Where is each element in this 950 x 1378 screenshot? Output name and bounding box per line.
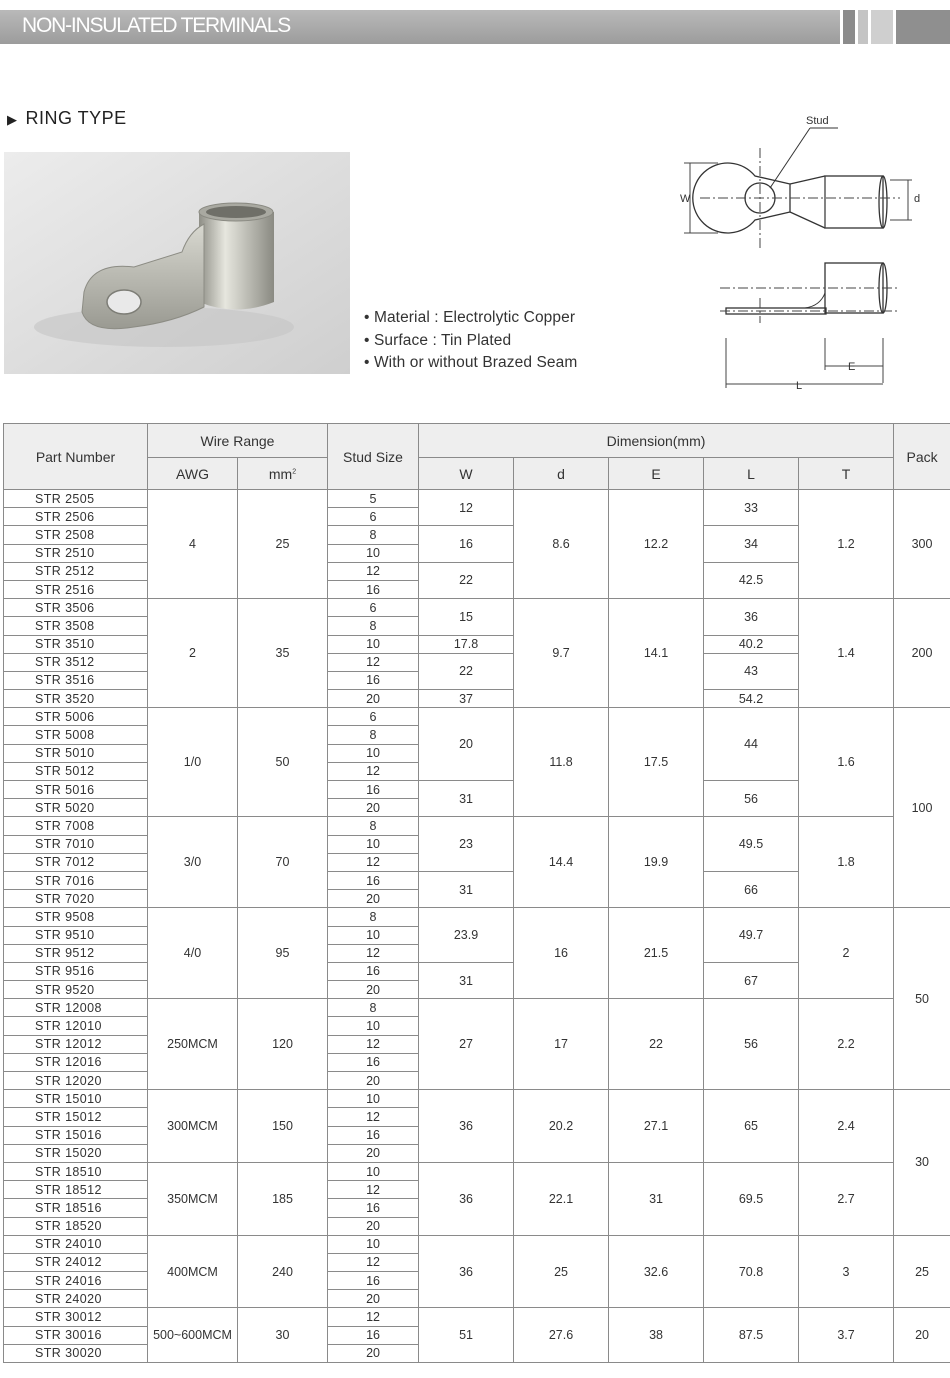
part-number-cell: STR 3510 xyxy=(4,635,148,653)
stud-size-cell: 16 xyxy=(328,671,419,689)
e-cell: 12.2 xyxy=(609,490,704,599)
stud-size-cell: 10 xyxy=(328,926,419,944)
stud-size-cell: 16 xyxy=(328,1326,419,1344)
stud-size-cell: 8 xyxy=(328,999,419,1017)
w-cell: 15 xyxy=(419,599,514,635)
header-block-2 xyxy=(858,10,868,44)
mm2-cell: 120 xyxy=(238,999,328,1090)
spec-table-body xyxy=(4,490,950,1363)
col-dimension: Dimension(mm) xyxy=(419,424,894,458)
stud-size-cell: 12 xyxy=(328,1035,419,1053)
part-number-cell: STR 3508 xyxy=(4,617,148,635)
l-cell: 34 xyxy=(704,526,799,562)
w-cell: 36 xyxy=(419,1235,514,1308)
part-number-cell: STR 9510 xyxy=(4,926,148,944)
part-number-cell: STR 5008 xyxy=(4,726,148,744)
table-row xyxy=(4,1162,950,1180)
w-cell: 36 xyxy=(419,1090,514,1163)
stud-size-cell: 16 xyxy=(328,1053,419,1071)
diagram-w-label: W xyxy=(680,193,691,205)
col-w: W xyxy=(419,458,514,490)
pack-cell: 25 xyxy=(894,1235,950,1308)
stud-size-cell: 16 xyxy=(328,1126,419,1144)
stud-size-cell: 20 xyxy=(328,1217,419,1235)
part-number-cell: STR 7010 xyxy=(4,835,148,853)
stud-size-cell: 12 xyxy=(328,1253,419,1271)
stud-size-cell: 5 xyxy=(328,490,419,508)
l-cell: 49.7 xyxy=(704,908,799,963)
w-cell: 22 xyxy=(419,653,514,689)
part-number-cell: STR 12010 xyxy=(4,1017,148,1035)
part-number-cell: STR 2508 xyxy=(4,526,148,544)
stud-size-cell: 12 xyxy=(328,1181,419,1199)
part-number-cell: STR 24010 xyxy=(4,1235,148,1253)
l-cell: 70.8 xyxy=(704,1235,799,1308)
pack-cell: 30 xyxy=(894,1090,950,1236)
d-cell: 11.8 xyxy=(514,708,609,817)
l-cell: 36 xyxy=(704,599,799,635)
spec-value: Tin Plated xyxy=(441,331,512,349)
t-cell: 1.6 xyxy=(799,708,894,817)
e-cell: 19.9 xyxy=(609,817,704,908)
l-cell: 67 xyxy=(704,962,799,998)
table-row xyxy=(4,999,950,1017)
mm2-cell: 240 xyxy=(238,1235,328,1308)
table-row xyxy=(4,708,950,726)
part-number-cell: STR 9512 xyxy=(4,944,148,962)
page-title: NON-INSULATED TERMINALS xyxy=(22,14,290,37)
l-cell: 49.5 xyxy=(704,817,799,872)
part-number-cell: STR 15010 xyxy=(4,1090,148,1108)
part-number-cell: STR 7008 xyxy=(4,817,148,835)
stud-size-cell: 8 xyxy=(328,908,419,926)
d-cell: 20.2 xyxy=(514,1090,609,1163)
col-pack: Pack xyxy=(894,424,950,490)
stud-size-cell: 12 xyxy=(328,1308,419,1326)
stud-size-cell: 10 xyxy=(328,835,419,853)
stud-size-cell: 10 xyxy=(328,1162,419,1180)
e-cell: 21.5 xyxy=(609,908,704,999)
col-awg: AWG xyxy=(148,458,238,490)
table-row xyxy=(4,599,950,617)
header-bar xyxy=(0,10,840,44)
spec-label: Surface xyxy=(373,331,429,349)
awg-cell: 400MCM xyxy=(148,1235,238,1308)
spec-table xyxy=(3,423,950,1363)
part-number-cell: STR 18516 xyxy=(4,1199,148,1217)
stud-size-cell: 6 xyxy=(328,508,419,526)
stud-size-cell: 16 xyxy=(328,781,419,799)
part-number-cell: STR 2506 xyxy=(4,508,148,526)
awg-cell: 250MCM xyxy=(148,999,238,1090)
part-number-cell: STR 9516 xyxy=(4,962,148,980)
stud-size-cell: 12 xyxy=(328,944,419,962)
d-cell: 14.4 xyxy=(514,817,609,908)
table-row xyxy=(4,1308,950,1326)
part-number-cell: STR 3516 xyxy=(4,671,148,689)
awg-cell: 3/0 xyxy=(148,817,238,908)
w-cell: 17.8 xyxy=(419,635,514,653)
l-cell: 69.5 xyxy=(704,1162,799,1235)
diagram-e-label: E xyxy=(848,361,856,373)
e-cell: 27.1 xyxy=(609,1090,704,1163)
w-cell: 16 xyxy=(419,526,514,562)
w-cell: 23 xyxy=(419,817,514,872)
table-row xyxy=(4,1090,950,1108)
d-cell: 17 xyxy=(514,999,609,1090)
product-photo xyxy=(4,152,350,374)
stud-size-cell: 16 xyxy=(328,871,419,889)
l-cell: 40.2 xyxy=(704,635,799,653)
stud-size-cell: 6 xyxy=(328,599,419,617)
stud-size-cell: 10 xyxy=(328,544,419,562)
stud-size-cell: 20 xyxy=(328,690,419,708)
mm2-cell: 30 xyxy=(238,1308,328,1363)
part-number-cell: STR 7020 xyxy=(4,890,148,908)
spec-seam: • With or without Brazed Seam xyxy=(364,354,578,371)
part-number-cell: STR 15016 xyxy=(4,1126,148,1144)
t-cell: 2.2 xyxy=(799,999,894,1090)
l-cell: 56 xyxy=(704,999,799,1090)
w-cell: 36 xyxy=(419,1162,514,1235)
stud-size-cell: 12 xyxy=(328,653,419,671)
stud-size-cell: 12 xyxy=(328,562,419,580)
part-number-cell: STR 2505 xyxy=(4,490,148,508)
e-cell: 17.5 xyxy=(609,708,704,817)
mm2-cell: 95 xyxy=(238,908,328,999)
part-number-cell: STR 9508 xyxy=(4,908,148,926)
awg-cell: 500~600MCM xyxy=(148,1308,238,1363)
col-wire-range: Wire Range xyxy=(148,424,328,458)
stud-size-cell: 12 xyxy=(328,762,419,780)
col-mm2-sup: 2 xyxy=(292,467,297,475)
w-cell: 23.9 xyxy=(419,908,514,963)
part-number-cell: STR 7016 xyxy=(4,871,148,889)
part-number-cell: STR 18520 xyxy=(4,1217,148,1235)
mm2-cell: 70 xyxy=(238,817,328,908)
w-cell: 37 xyxy=(419,690,514,708)
mm2-cell: 25 xyxy=(238,490,328,599)
d-cell: 9.7 xyxy=(514,599,609,708)
diagram-l-label: L xyxy=(796,380,803,392)
stud-size-cell: 16 xyxy=(328,1199,419,1217)
e-cell: 31 xyxy=(609,1162,704,1235)
t-cell: 1.4 xyxy=(799,599,894,708)
part-number-cell: STR 15020 xyxy=(4,1144,148,1162)
w-cell: 31 xyxy=(419,962,514,998)
spec-value: Electrolytic Copper xyxy=(443,309,576,326)
stud-size-cell: 20 xyxy=(328,1144,419,1162)
stud-size-cell: 10 xyxy=(328,635,419,653)
part-number-cell: STR 12012 xyxy=(4,1035,148,1053)
awg-cell: 1/0 xyxy=(148,708,238,817)
part-number-cell: STR 7012 xyxy=(4,853,148,871)
part-number-cell: STR 2512 xyxy=(4,562,148,580)
pack-cell: 200 xyxy=(894,599,950,708)
mm2-cell: 185 xyxy=(238,1162,328,1235)
part-number-cell: STR 5020 xyxy=(4,799,148,817)
table-row xyxy=(4,817,950,835)
awg-cell: 350MCM xyxy=(148,1162,238,1235)
part-number-cell: STR 5016 xyxy=(4,781,148,799)
stud-size-cell: 20 xyxy=(328,981,419,999)
col-part-number: Part Number xyxy=(4,424,148,490)
spec-surface: • Surface : Tin Plated xyxy=(364,331,512,349)
awg-cell: 2 xyxy=(148,599,238,708)
part-number-cell: STR 24012 xyxy=(4,1253,148,1271)
e-cell: 32.6 xyxy=(609,1235,704,1308)
l-cell: 56 xyxy=(704,781,799,817)
mm2-cell: 150 xyxy=(238,1090,328,1163)
col-e: E xyxy=(609,458,704,490)
l-cell: 42.5 xyxy=(704,562,799,598)
part-number-cell: STR 30020 xyxy=(4,1344,148,1362)
part-number-cell: STR 15012 xyxy=(4,1108,148,1126)
part-number-cell: STR 3506 xyxy=(4,599,148,617)
l-cell: 33 xyxy=(704,490,799,526)
e-cell: 38 xyxy=(609,1308,704,1363)
d-cell: 25 xyxy=(514,1235,609,1308)
triangle-bullet-icon: ▶ xyxy=(7,112,18,127)
mm2-cell: 35 xyxy=(238,599,328,708)
e-cell: 14.1 xyxy=(609,599,704,708)
e-cell: 22 xyxy=(609,999,704,1090)
d-cell: 22.1 xyxy=(514,1162,609,1235)
part-number-cell: STR 5006 xyxy=(4,708,148,726)
part-number-cell: STR 12020 xyxy=(4,1072,148,1090)
stud-size-cell: 10 xyxy=(328,1235,419,1253)
header-block-4 xyxy=(896,10,950,44)
stud-size-cell: 10 xyxy=(328,1017,419,1035)
part-number-cell: STR 9520 xyxy=(4,981,148,999)
part-number-cell: STR 30012 xyxy=(4,1308,148,1326)
stud-size-cell: 20 xyxy=(328,1290,419,1308)
l-cell: 87.5 xyxy=(704,1308,799,1363)
l-cell: 66 xyxy=(704,871,799,907)
table-row xyxy=(4,908,950,926)
stud-size-cell: 16 xyxy=(328,580,419,598)
stud-size-cell: 10 xyxy=(328,744,419,762)
stud-size-cell: 12 xyxy=(328,1108,419,1126)
stud-size-cell: 20 xyxy=(328,799,419,817)
spec-label: Material xyxy=(373,309,430,326)
part-number-cell: STR 18512 xyxy=(4,1181,148,1199)
col-mm2 xyxy=(238,458,328,490)
section-title-text: RING TYPE xyxy=(25,108,127,128)
t-cell: 2.7 xyxy=(799,1162,894,1235)
stud-size-cell: 20 xyxy=(328,1072,419,1090)
section-title xyxy=(7,108,127,129)
stud-size-cell: 16 xyxy=(328,962,419,980)
t-cell: 3.7 xyxy=(799,1308,894,1363)
col-t: T xyxy=(799,458,894,490)
part-number-cell: STR 12016 xyxy=(4,1053,148,1071)
col-mm2-unit: mm xyxy=(268,465,293,482)
l-cell: 43 xyxy=(704,653,799,689)
part-number-cell: STR 12008 xyxy=(4,999,148,1017)
stud-size-cell: 8 xyxy=(328,617,419,635)
pack-cell: 100 xyxy=(894,708,950,908)
part-number-cell: STR 3512 xyxy=(4,653,148,671)
part-number-cell: STR 2516 xyxy=(4,580,148,598)
pack-cell: 300 xyxy=(894,490,950,599)
part-number-cell: STR 5010 xyxy=(4,744,148,762)
d-cell: 27.6 xyxy=(514,1308,609,1363)
pack-cell: 50 xyxy=(894,908,950,1090)
terminal-dimension-diagram xyxy=(660,108,920,393)
awg-cell: 4/0 xyxy=(148,908,238,999)
part-number-cell: STR 3520 xyxy=(4,690,148,708)
spec-material: • Material : Electrolytic Copper xyxy=(364,309,576,326)
spec-list xyxy=(364,307,577,375)
header-block-1 xyxy=(843,10,855,44)
d-cell: 8.6 xyxy=(514,490,609,599)
part-number-cell: STR 5012 xyxy=(4,762,148,780)
diagram-d-label: d xyxy=(914,193,920,205)
stud-size-cell: 8 xyxy=(328,526,419,544)
w-cell: 31 xyxy=(419,871,514,907)
stud-size-cell: 8 xyxy=(328,817,419,835)
t-cell: 1.8 xyxy=(799,817,894,908)
pack-cell: 20 xyxy=(894,1308,950,1363)
stud-size-cell: 8 xyxy=(328,726,419,744)
t-cell: 2 xyxy=(799,908,894,999)
l-cell: 65 xyxy=(704,1090,799,1163)
col-l: L xyxy=(704,458,799,490)
header-block-3 xyxy=(871,10,893,44)
t-cell: 2.4 xyxy=(799,1090,894,1163)
stud-size-cell: 6 xyxy=(328,708,419,726)
stud-size-cell: 12 xyxy=(328,853,419,871)
l-cell: 54.2 xyxy=(704,690,799,708)
l-cell: 44 xyxy=(704,708,799,781)
col-d: d xyxy=(514,458,609,490)
t-cell: 1.2 xyxy=(799,490,894,599)
col-stud-size: Stud Size xyxy=(328,424,419,490)
stud-size-cell: 20 xyxy=(328,890,419,908)
d-cell: 16 xyxy=(514,908,609,999)
w-cell: 27 xyxy=(419,999,514,1090)
part-number-cell: STR 24016 xyxy=(4,1272,148,1290)
table-row xyxy=(4,490,950,508)
part-number-cell: STR 18510 xyxy=(4,1162,148,1180)
stud-size-cell: 16 xyxy=(328,1272,419,1290)
stud-size-cell: 10 xyxy=(328,1090,419,1108)
table-row xyxy=(4,1235,950,1253)
diagram-stud-label: Stud xyxy=(806,115,829,127)
mm2-cell: 50 xyxy=(238,708,328,817)
w-cell: 22 xyxy=(419,562,514,598)
w-cell: 12 xyxy=(419,490,514,526)
awg-cell: 300MCM xyxy=(148,1090,238,1163)
t-cell: 3 xyxy=(799,1235,894,1308)
part-number-cell: STR 24020 xyxy=(4,1290,148,1308)
w-cell: 20 xyxy=(419,708,514,781)
w-cell: 31 xyxy=(419,781,514,817)
w-cell: 51 xyxy=(419,1308,514,1363)
part-number-cell: STR 30016 xyxy=(4,1326,148,1344)
awg-cell: 4 xyxy=(148,490,238,599)
spec-label: With or without Brazed Seam xyxy=(373,354,578,371)
stud-size-cell: 20 xyxy=(328,1344,419,1362)
part-number-cell: STR 2510 xyxy=(4,544,148,562)
